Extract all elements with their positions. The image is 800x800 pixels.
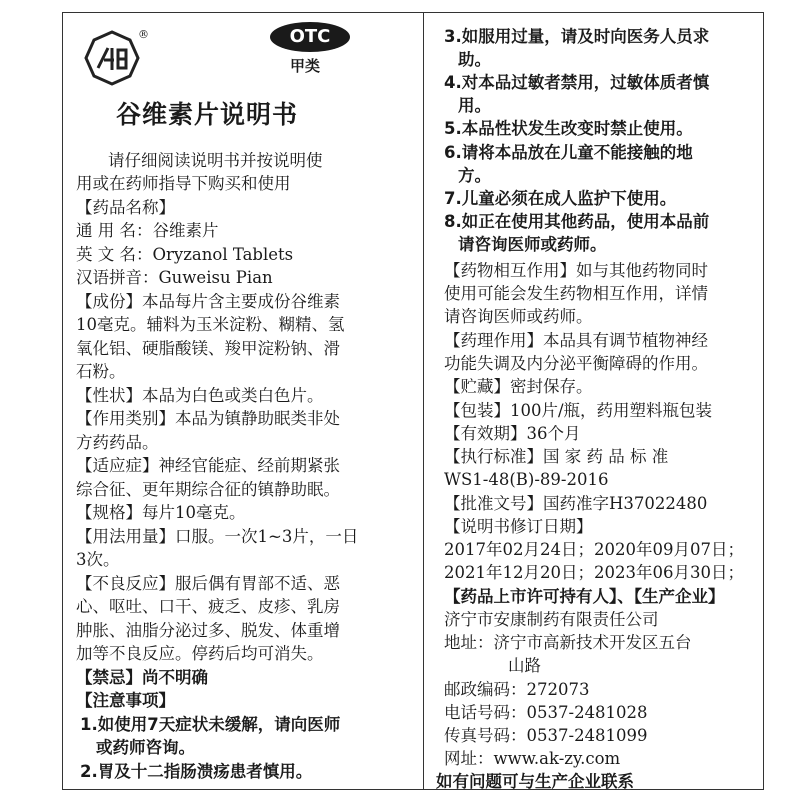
section-heading: 【药品上市许可持有人】、【生产企业】: [444, 587, 725, 606]
precaution-item: 方。: [458, 166, 491, 185]
pharmacology-text: 功能失调及内分泌平衡障碍的作用。: [444, 354, 708, 373]
dosage-text: 【用法用量】口服。一次1~3片，一日: [76, 527, 359, 546]
website: 网址：www.ak-zy.com: [444, 749, 621, 768]
standard-text: WS1-48(B)-89-2016: [444, 470, 609, 489]
composition-text: 石粉。: [76, 362, 126, 381]
intro-line: 请仔细阅读说明书并按说明使: [108, 151, 323, 170]
drug-english-name: 英 文 名：Oryzanol Tablets: [76, 245, 294, 264]
adverse-reaction-text: 肿胀、油脂分泌过多、脱发、体重增: [76, 621, 340, 640]
precaution-item: 4.对本品过敏者禁用，过敏体质者慎: [444, 73, 710, 92]
contact-note: 如有问题可与生产企业联系: [436, 772, 634, 791]
precaution-item: 用。: [458, 96, 491, 115]
specification-text: 【规格】每片10毫克。: [76, 503, 246, 522]
otc-badge: OTC: [270, 22, 350, 52]
precaution-item: 请咨询医师或药师。: [458, 235, 607, 254]
composition-text: 10毫克。辅料为玉米淀粉、糊精、氢: [76, 315, 345, 334]
precaution-item: 3.如服用过量，请及时向医务人员求: [444, 27, 710, 46]
pharmacology-text: 【药理作用】本品具有调节植物神经: [444, 331, 708, 350]
indication-text: 综合征、更年期综合征的镇静助眠。: [76, 480, 340, 499]
section-heading: 【注意事项】: [76, 691, 175, 710]
company-logo-icon: [84, 30, 140, 86]
intro-line: 用或在药师指导下购买和使用: [76, 174, 291, 193]
company-name: 济宁市安康制药有限责任公司: [444, 610, 659, 629]
precaution-item: 6.请将本品放在儿童不能接触的地: [444, 143, 693, 162]
category-text: 【作用类别】本品为镇静助眠类非处: [76, 409, 340, 428]
interaction-text: 请咨询医师或药师。: [444, 307, 593, 326]
contraindication-text: 【禁忌】尚不明确: [76, 668, 208, 687]
company-address: 山路: [508, 656, 541, 675]
section-heading: 【说明书修订日期】: [444, 517, 593, 536]
postcode: 邮政编码：272073: [444, 680, 590, 699]
adverse-reaction-text: 心、呕吐、口干、疲乏、皮疹、乳房: [76, 597, 340, 616]
interaction-text: 使用可能会发生药物相互作用，详情: [444, 284, 708, 303]
phone-number: 电话号码：0537-2481028: [444, 703, 648, 722]
precaution-item: 2.胃及十二指肠溃疡患者慎用。: [80, 762, 313, 781]
precaution-item: 或药师咨询。: [96, 738, 195, 757]
dosage-text: 3次。: [76, 550, 120, 569]
package-text: 【包装】100片/瓶，药用塑料瓶包装: [444, 401, 713, 420]
drug-common-name: 通 用 名：谷维素片: [76, 221, 219, 240]
approval-number: 【批准文号】国药准字H37022480: [444, 494, 708, 513]
company-address: 地址：济宁市高新技术开发区五台: [444, 633, 692, 652]
otc-class: 甲类: [290, 57, 321, 75]
precaution-item: 8.如正在使用其他药品，使用本品前: [444, 212, 710, 231]
precaution-item: 7.儿童必须在成人监护下使用。: [444, 189, 677, 208]
composition-text: 【成份】本品每片含主要成份谷维素: [76, 292, 340, 311]
indication-text: 【适应症】神经官能症、经前期紧张: [76, 456, 340, 475]
precaution-item: 5.本品性状发生改变时禁止使用。: [444, 119, 693, 138]
precaution-item: 1.如使用7天症状未缓解，请向医师: [80, 715, 341, 734]
properties-text: 【性状】本品为白色或类白色片。: [76, 386, 324, 405]
adverse-reaction-text: 加等不良反应。停药后均可消失。: [76, 644, 324, 663]
page-title: 谷维素片说明书: [116, 100, 299, 129]
revision-date: 2017年02月24日；2020年09月07日；: [444, 540, 744, 559]
fax-number: 传真号码：0537-2481099: [444, 726, 648, 745]
section-heading: 【药品名称】: [76, 198, 175, 217]
interaction-text: 【药物相互作用】如与其他药物同时: [444, 261, 708, 280]
registered-mark: ®: [138, 28, 149, 41]
validity-text: 【有效期】36个月: [444, 424, 581, 443]
category-text: 方药药品。: [76, 433, 159, 452]
adverse-reaction-text: 【不良反应】服后偶有胃部不适、恶: [76, 574, 340, 593]
column-divider: [423, 12, 424, 790]
drug-pinyin-name: 汉语拼音：Guweisu Pian: [76, 268, 273, 287]
composition-text: 氧化铝、硬脂酸镁、羧甲淀粉钠、滑: [76, 339, 340, 358]
standard-text: 【执行标准】国 家 药 品 标 准: [444, 447, 669, 466]
revision-date: 2021年12月20日；2023年06月30日；: [444, 563, 744, 582]
storage-text: 【贮藏】密封保存。: [444, 377, 593, 396]
precaution-item: 助。: [458, 50, 491, 69]
